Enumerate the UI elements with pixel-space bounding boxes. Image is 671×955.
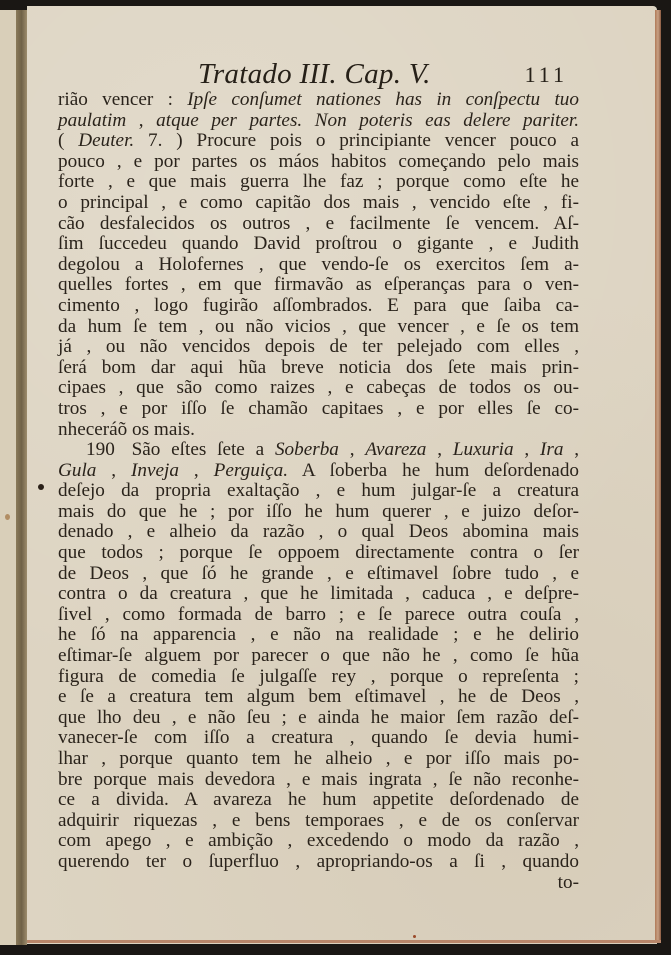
text-line <box>58 296 579 317</box>
text-line <box>58 646 579 667</box>
ink-spot <box>38 484 44 490</box>
text-segment: , <box>426 439 453 461</box>
text-segment: cão desfalecidos os outros , e facilmente ſe vencem. Aſ- <box>58 212 579 234</box>
facing-page-edge <box>0 10 16 945</box>
text-segment: degolou a Holofernes , que vendo-ſe os exercitos ſem a- <box>58 253 579 275</box>
text-line <box>58 378 579 399</box>
text-segment: forte , e que mais guerra lhe faz ; porque como eſte he <box>58 171 579 193</box>
text-line <box>58 111 579 132</box>
text-line <box>58 317 579 338</box>
text-line <box>58 461 579 482</box>
text-segment: mais do que he ; por iſſo he hum querer , e juizo deſor- <box>58 500 579 522</box>
text-segment: pouco , e por partes os máos habitos começando pelo mais <box>58 150 579 172</box>
text-segment: 7. ) Procure pois o principiante vencer pouco a <box>134 130 580 152</box>
text-segment: contra o da creatura , que he limitada , caduca , e deſpre- <box>58 583 579 605</box>
ink-spot <box>413 935 416 938</box>
italic-text: Ira <box>540 439 564 461</box>
text-line <box>58 667 579 688</box>
text-segment: de Deos , que ſó he grande , e eſtimavel ſobre tudo , e <box>58 562 579 584</box>
text-segment: vanecer-ſe com iſſo a creatura , quando ſe devia humi- <box>58 727 579 749</box>
italic-text: paulatim <box>58 109 127 131</box>
italic-text: Perguiça. <box>213 459 289 481</box>
text-segment: com apego , e ambição , excedendo o modo da razão , <box>58 830 579 852</box>
text-line <box>58 625 579 646</box>
text-segment: que todos ; porque ſe oppoem directamente contra o ſer <box>58 542 579 564</box>
text-line <box>58 152 579 173</box>
text-line <box>58 749 579 770</box>
text-line <box>58 481 579 502</box>
text-segment: figura de comedia ſe julgaſſe rey , porque o repreſenta ; <box>58 665 579 687</box>
text-segment: ſivel , como formada de barro ; e ſe parece outra couſa , <box>58 603 579 625</box>
text-line <box>58 214 579 235</box>
text-segment: bre porque mais devedora , e mais ingrata , ſe não reconhe- <box>58 768 579 790</box>
text-segment: da hum ſe tem , ou não vicios , que vencer , e ſe os tem <box>58 315 579 337</box>
running-title: Tratado III. Cap. V. <box>198 58 431 90</box>
text-segment: A ſoberba he hum deſordenado <box>288 459 580 481</box>
text-segment: e ſe a creatura tem algum bem eſtimavel , he de Deos , <box>58 686 579 708</box>
text-segment: , <box>126 109 157 131</box>
text-line <box>58 543 579 564</box>
text-segment: deſejo da propria exaltação , e hum julgar-ſe a creatura <box>58 480 579 502</box>
italic-text: Luxuria <box>452 439 514 461</box>
italic-text: Ipſe conſumet nationes has in conſpectu tuo <box>187 89 579 110</box>
text-line <box>58 275 579 296</box>
text-segment: que lho deu , e não ſeu ; e ainda he maior ſem razão deſ- <box>58 706 579 728</box>
body-text <box>58 90 579 893</box>
text-segment: rião vencer : <box>58 89 188 110</box>
paragraph-start-line <box>58 440 579 461</box>
text-line <box>58 770 579 791</box>
text-line <box>58 852 579 873</box>
text-line <box>58 522 579 543</box>
text-segment: tros , e por iſſo ſe chamão capitaes , e por elles ſe co- <box>58 397 579 419</box>
text-line <box>58 728 579 749</box>
ink-spot <box>5 514 10 520</box>
catchword: to- <box>557 871 579 893</box>
text-segment: quelles fortes , em que firmavão as eſperanças para o ven- <box>58 274 579 296</box>
text-segment: , <box>338 439 366 461</box>
text-segment: , <box>96 459 132 481</box>
text-line <box>58 255 579 276</box>
text-line <box>58 90 579 111</box>
paragraph-number: 190 <box>86 439 115 461</box>
text-line <box>58 420 579 441</box>
text-segment: já , ou não vencidos depois de ter pelejado com elles , <box>58 336 579 358</box>
italic-text: Deuter. <box>78 130 135 152</box>
text-segment: querendo ter o ſuperfluo , apropriando-os a ſi , quando <box>58 850 579 872</box>
text-line <box>58 605 579 626</box>
text-segment: lhar , porque quanto tem he alheio , e por iſſo mais po- <box>58 748 579 769</box>
text-line <box>58 564 579 585</box>
text-line <box>58 811 579 832</box>
text-line <box>58 831 579 852</box>
text-segment: o principal , e como capitão dos mais , vencido eſte , fi- <box>58 191 579 213</box>
text-segment: nheceráõ os mais. <box>58 418 195 440</box>
page-number: 111 <box>524 62 568 87</box>
italic-text: atque per partes. Non poteris eas delere pariter. <box>156 109 580 131</box>
book-gutter <box>16 10 27 945</box>
text-segment: , <box>563 439 580 461</box>
text-segment: cipaes , que são como raizes , e cabeças de todos os ou- <box>58 377 579 399</box>
text-line <box>58 399 579 420</box>
text-line <box>58 708 579 729</box>
text-line <box>58 337 579 358</box>
text-segment: eſtimar-ſe alguem por parecer o que não he , como ſe hũa <box>58 645 579 667</box>
text-line <box>58 172 579 193</box>
text-segment: ſim ſuccedeu quando David proſtrou o gigante , e Judith <box>58 233 579 255</box>
text-segment: he ſó na apparencia , e não na realidade ; e he delirio <box>58 624 579 646</box>
text-line <box>58 502 579 523</box>
italic-text: Soberba <box>274 439 339 461</box>
text-segment: São eſtes ſete a <box>120 439 275 461</box>
italic-text: Avareza <box>365 439 427 461</box>
text-segment: ce a divida. A avareza he hum appetite deſordenado de <box>58 789 579 811</box>
text-segment: denado , e alheio da razão , o qual Deos abomina mais <box>58 521 579 543</box>
text-segment: ( <box>58 130 79 152</box>
text-line <box>58 790 579 811</box>
text-line <box>58 687 579 708</box>
text-line <box>58 234 579 255</box>
italic-text: Inveja <box>131 459 179 481</box>
text-line <box>58 193 579 214</box>
text-segment: cimento , logo fugirão aſſombrados. E para que ſaiba ca- <box>58 294 579 316</box>
page-fore-edge <box>655 10 661 940</box>
text-segment: adquirir riquezas , e bens temporaes , e de os conſervar <box>58 809 579 831</box>
text-line <box>58 584 579 605</box>
page-bottom-edge <box>27 940 661 943</box>
text-segment: , <box>513 439 540 461</box>
text-line <box>58 358 579 379</box>
text-line <box>58 131 579 152</box>
text-segment: ſerá bom dar aqui hũa breve noticia dos ſete mais prin- <box>58 356 579 378</box>
italic-text: Gula <box>58 459 97 481</box>
text-segment: , <box>178 459 214 481</box>
